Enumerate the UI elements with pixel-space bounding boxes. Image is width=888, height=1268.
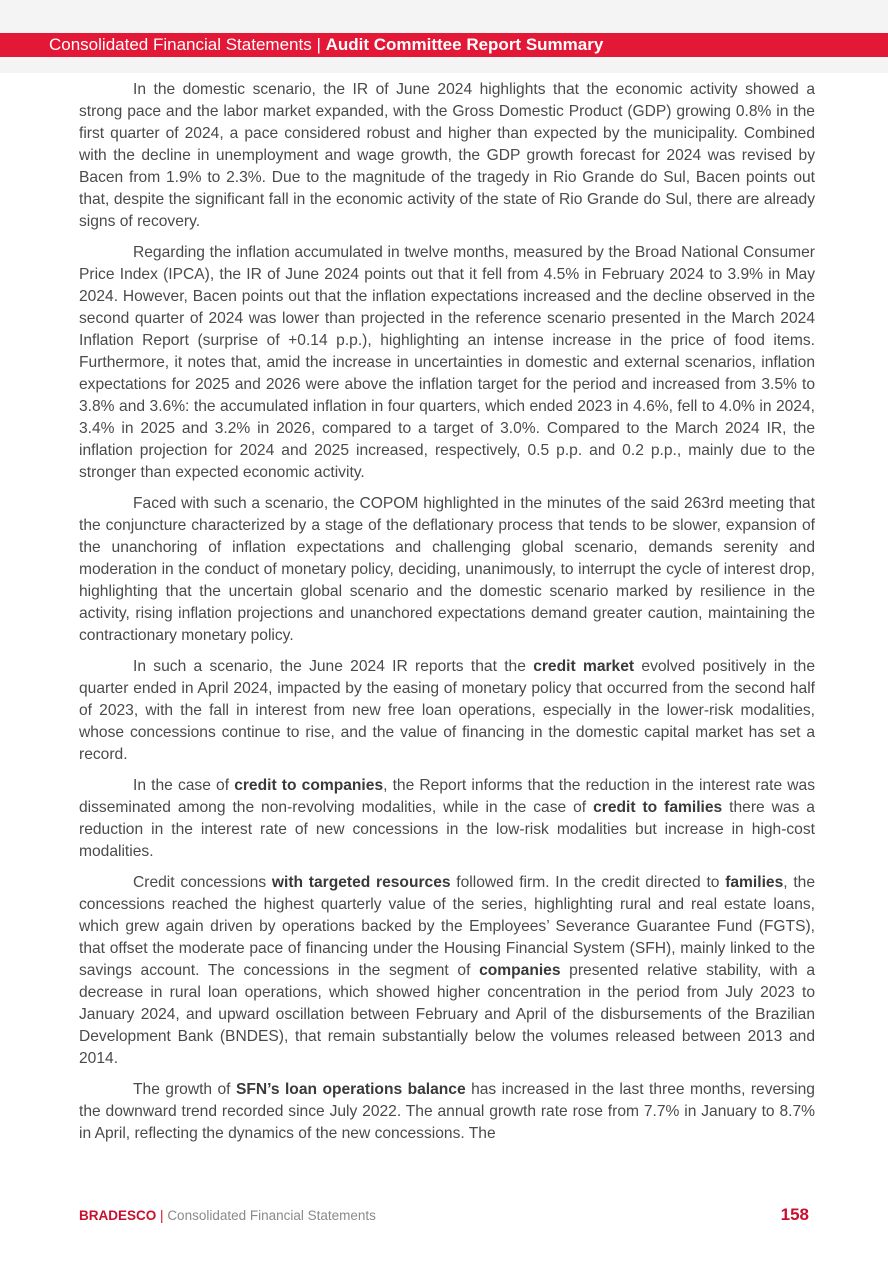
header-title-group bbox=[49, 33, 603, 57]
header-underband bbox=[0, 57, 888, 73]
footer-brand: BRADESCO bbox=[79, 1208, 157, 1223]
paragraph-credit-concessions: Credit concessions with targeted resources followed firm. In the credit directed to families, the concessions reached the highest quarterly value of the series, highlighting rural and real estate loans, which grew again driven by operations backed by the Employees’ Severance Guarantee Fund (FGTS), that offset the moderate pace of financing under the Housing Financial System (SFH), mainly linked to the savings account. The concessions in the segment of companies presented relative stability, with a decrease in rural loan operations, which showed higher concentration in the period from July 2023 to January 2024, and upward oscillation between February and April of the disbursements of the Brazilian Development Bank (BNDES), that remain substantially below the volumes released between 2013 and 2014. bbox=[79, 874, 815, 1067]
top-margin-strip bbox=[0, 0, 888, 33]
emphasis-credit-to-families: credit to families bbox=[593, 799, 723, 816]
header-title: Audit Committee Report Summary bbox=[325, 35, 604, 54]
paragraph-domestic-scenario: In the domestic scenario, the IR of June 2024 highlights that the economic activity showed a strong pace and the labor market expanded, with the Gross Domestic Product (GDP) growing 0.8% in the first quarter of 2024, a pace considered robust and higher than expected by the municipality. Combined with the decline in unemployment and wage growth, the GDP growth forecast for 2024 was revised by Bacen from 1.9% to 2.3%. Due to the magnitude of the tragedy in Rio Grande do Sul, Bacen points out that, despite the significant fall in the economic activity of the state of Rio Grande do Sul, there are already signs of recovery. bbox=[79, 81, 815, 230]
page-footer bbox=[79, 1207, 376, 1225]
emphasis-families: families bbox=[725, 874, 784, 891]
emphasis-sfn-loan-balance: SFN’s loan operations balance bbox=[235, 1081, 466, 1098]
paragraph-credit-companies: In the case of credit to companies, the Report informs that the reduction in the interest rate was disseminated among the non-revolving modalities, while in the case of credit to families there was a reduction in the interest rate of new concessions in the low-risk modalities but increase in high-cost modalities. bbox=[79, 777, 815, 860]
footer-section: Consolidated Financial Statements bbox=[167, 1208, 376, 1223]
emphasis-companies: companies bbox=[479, 962, 561, 979]
emphasis-credit-to-companies: credit to companies bbox=[234, 777, 384, 794]
paragraph-sfn-balance: The growth of SFN’s loan operations balance has increased in the last three months, reversing the downward trend recorded since July 2022. The annual growth rate rose from 7.7% in January to 8.7% in April, reflecting the dynamics of the new concessions. The bbox=[79, 1081, 815, 1142]
page-number: 158 bbox=[780, 1205, 809, 1224]
paragraph-credit-market: In such a scenario, the June 2024 IR reports that the credit market evolved positively in the quarter ended in April 2024, impacted by the easing of monetary policy that occurred from the second half of 2023, with the fall in interest from new free loan operations, especially in the lower-risk modalities, whose concessions continue to rise, and the value of financing in the domestic capital market has set a record. bbox=[79, 658, 816, 763]
paragraph-inflation: Regarding the inflation accumulated in twelve months, measured by the Broad National Consumer Price Index (IPCA), the IR of June 2024 points out that it fell from 4.5% in February 2024 to 3.9% in May 2024. However, Bacen points out that the inflation expectations increased and the decline observed in the second quarter of 2024 was lower than projected in the reference scenario presented in the March 2024 Inflation Report (surprise of +0.14 p.p.), highlighting an intense increase in the price of food items. Furthermore, it notes that, amid the increase in uncertainties in domestic and external scenarios, inflation expectations for 2025 and 2026 were above the inflation target for the period and increased from 3.5% to 3.8% and 3.6%: the accumulated inflation in four quarters, which ended 2023 in 4.6%, fell to 4.0% in 2024, 3.4% in 2025 and 3.2% in 2026, compared to a target of 3.0%. Compared to the March 2024 IR, the inflation projection for 2024 and 2025 increased, respectively, 0.5 p.p. and 0.2 p.p., mainly due to the stronger than expected economic activity. bbox=[79, 244, 815, 481]
paragraph-copom: Faced with such a scenario, the COPOM highlighted in the minutes of the said 263rd meeting that the conjuncture characterized by a stage of the deflationary process that tends to be slower, expansion of the unanchoring of inflation expectations and challenging global scenario, demands serenity and moderation in the conduct of monetary policy, deciding, unanimously, to interrupt the cycle of interest drop, highlighting that the uncertain global scenario and the domestic scenario marked by resilience in the activity, rising inflation projections and unanchored expectations demand greater caution, maintaining the contractionary monetary policy. bbox=[79, 495, 815, 644]
page-header-bar bbox=[0, 33, 888, 57]
footer-separator: | bbox=[160, 1208, 164, 1223]
header-separator: | bbox=[316, 35, 321, 54]
emphasis-credit-market: credit market bbox=[533, 658, 635, 675]
body-text bbox=[79, 79, 815, 1154]
header-section-label: Consolidated Financial Statements bbox=[49, 35, 312, 54]
emphasis-targeted-resources: with targeted resources bbox=[271, 874, 451, 891]
